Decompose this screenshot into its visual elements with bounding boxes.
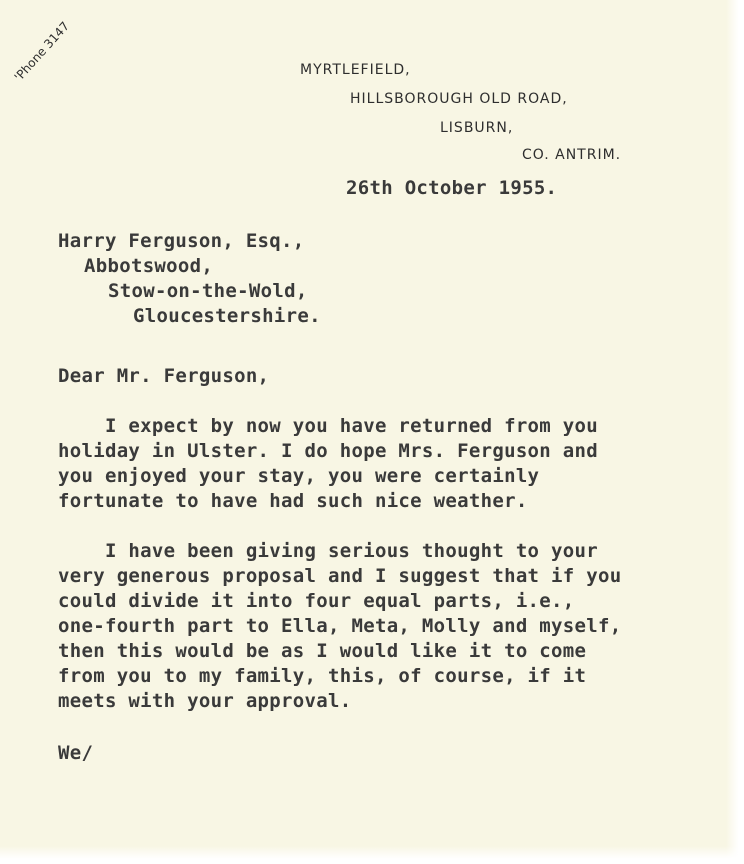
letterhead-road: HILLSBOROUGH OLD ROAD, [350, 91, 568, 107]
salutation: Dear Mr. Ferguson, [58, 365, 270, 387]
body-line: one-fourth part to Ella, Meta, Molly and myself, [58, 615, 622, 637]
body-line: then this would be as I would like it to come [58, 640, 587, 662]
letterhead-county: CO. ANTRIM. [522, 147, 622, 163]
recipient-address-line: Gloucestershire. [133, 305, 321, 327]
body-line: fortunate to have had such nice weather. [58, 490, 528, 512]
letterhead-house-name: MYRTLEFIELD, [300, 62, 411, 78]
paper-edge [0, 846, 744, 864]
recipient-address-line: Stow-on-the-Wold, [108, 280, 308, 302]
body-line: I have been giving serious thought to your [58, 540, 598, 562]
body-line: meets with your approval. [58, 690, 352, 712]
recipient-name: Harry Ferguson, Esq., [58, 230, 305, 252]
letterhead-phone: 'Phone 3147 [11, 19, 73, 84]
body-line: very generous proposal and I suggest that if you [58, 565, 622, 587]
recipient-address-line: Abbotswood, [84, 255, 214, 277]
body-paragraph [58, 539, 621, 714]
letter-date: 26th October 1955. [346, 177, 558, 199]
letterhead-town: LISBURN, [440, 120, 514, 136]
body-line: you enjoyed your stay, you were certainly [58, 465, 540, 487]
body-line: I expect by now you have returned from you [58, 415, 598, 437]
paper-edge [726, 0, 744, 864]
page-continuation: We/ [58, 742, 94, 764]
body-paragraph [58, 414, 598, 514]
body-line: from you to my family, this, of course, if it [58, 665, 587, 687]
body-line: holiday in Ulster. I do hope Mrs. Ferguson and [58, 440, 598, 462]
body-line: could divide it into four equal parts, i.e., [58, 590, 575, 612]
